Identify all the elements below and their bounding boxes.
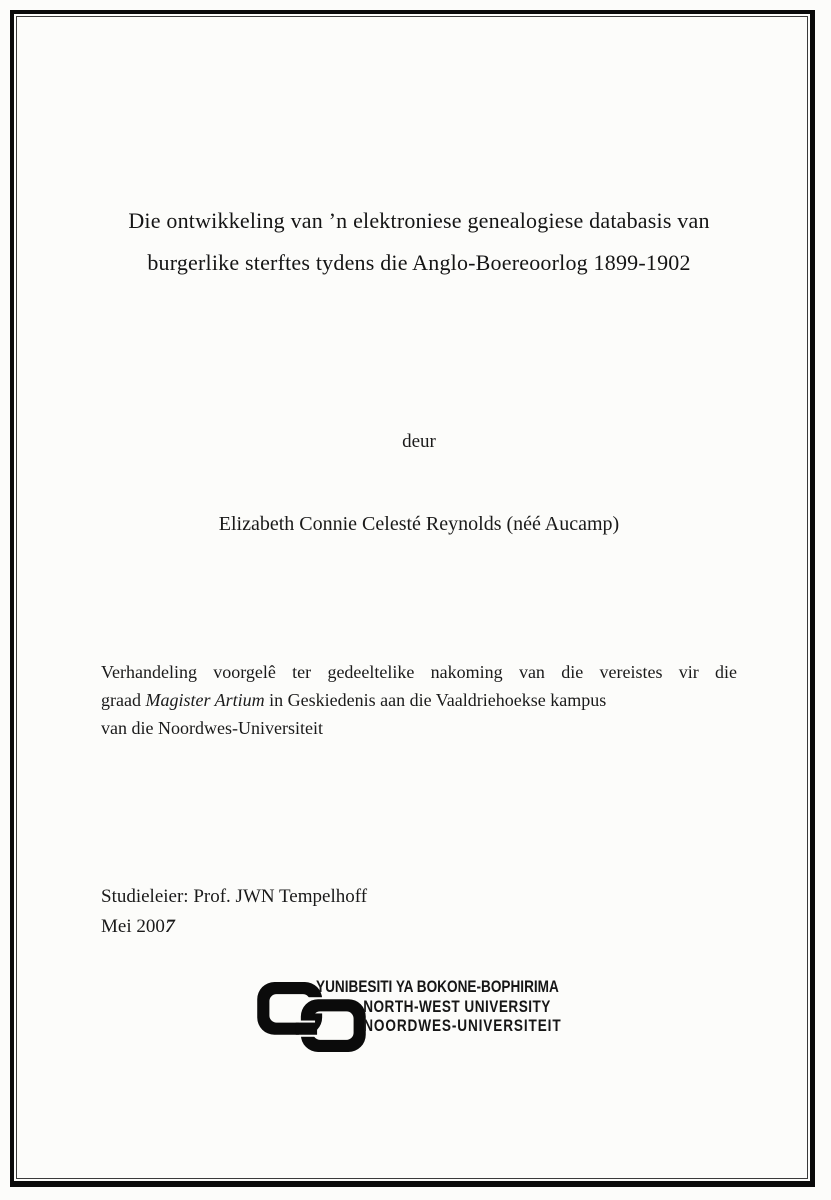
- university-logo-text: [316, 977, 562, 1036]
- logo-line-setswana: YUNIBESITI YA BOKONE-BOPHIRIMA: [316, 977, 559, 996]
- thesis-title: [101, 200, 737, 284]
- thesis-title-line-2: burgerlike sterftes tydens die Anglo-Boereoorlog 1899-1902: [147, 250, 691, 275]
- date-prefix: Mei 200: [101, 916, 165, 937]
- date-line: [101, 916, 177, 938]
- logo-line-afrikaans: NOORDWES-UNIVERSITEIT: [363, 1016, 562, 1035]
- author-name: Elizabeth Connie Celesté Reynolds (néé Aucamp): [218, 513, 620, 535]
- thesis-title-line-1: Die ontwikkeling van ’n elektroniese genealogiese databasis van: [128, 208, 710, 233]
- byline-deur: deur: [402, 431, 436, 452]
- statement-line-3: van die Noordwes-Universiteit: [101, 718, 323, 738]
- date-last-digit: 7: [162, 916, 177, 937]
- degree-name-italic: Magister Artium: [145, 690, 265, 710]
- supervisor-line: Studieleier: Prof. JWN Tempelhoff: [101, 886, 368, 907]
- statement-line-2-pre: graad: [101, 690, 146, 710]
- logo-line-english: NORTH-WEST UNIVERSITY: [363, 996, 551, 1016]
- statement-line-2-post: in Geskiedenis aan die Vaaldriehoekse kampus: [264, 690, 607, 710]
- statement-line-2: [101, 686, 737, 714]
- submission-statement: [101, 658, 737, 742]
- statement-line-1: Verhandeling voorgelê ter gedeeltelike nakoming van die vereistes vir die: [101, 662, 737, 682]
